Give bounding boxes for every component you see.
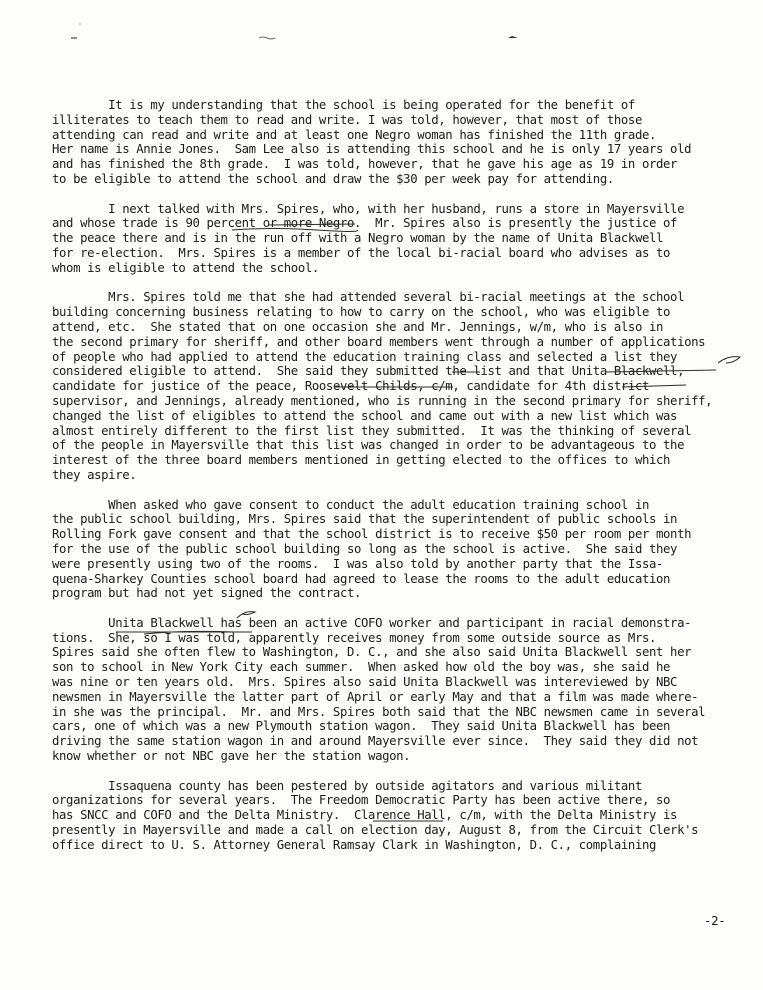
page-number: -2- [704, 914, 726, 928]
paragraph-unita-blackwell [52, 616, 752, 764]
text-line: office direct to U. S. Attorney General Ramsay Clark in Washington, D. C., complaining [52, 837, 657, 852]
text-line: Issaquena county has been pestered by outside agitators and various militant [52, 778, 642, 793]
scan-mark-right [508, 36, 518, 38]
text-line: When asked who gave consent to conduct the adult education training school in [52, 497, 649, 512]
text-line: building concerning business relating to how to carry on the school, who was eligible to [52, 305, 671, 320]
text-line: presently in Mayersville and made a call on election day, August 8, from the Circuit Clerk's [52, 823, 699, 838]
text-line: the public school building, Mrs. Spires said that the superintendent of public schools in [52, 512, 678, 527]
paragraph-consent [52, 498, 752, 602]
text-line: almost entirely different to the first list they submitted. It was the thinking of several [52, 423, 692, 438]
text-line: quena-Sharkey Counties school board had agreed to lease the rooms to the adult education [52, 571, 671, 586]
text-line: newsmen in Mayersville the latter part of April or early May and that a film was made where- [52, 689, 699, 704]
text-line: and whose trade is 90 percent or more Negro. Mr. Spires also is presently the justice of [52, 216, 678, 231]
paragraph-issaquena-county [52, 779, 752, 853]
text-line: Spires said she often flew to Washington, D. C., and she also said Unita Blackwell sent her [52, 645, 692, 660]
scan-mark-center [259, 37, 275, 39]
text-line: has SNCC and COFO and the Delta Ministry. Clarence Hall, c/m, with the Delta Ministry is [52, 808, 678, 823]
text-line: in she was the principal. Mr. and Mrs. Spires both said that the NBC newsmen came in several [52, 704, 706, 719]
paragraph-mrs-spires [52, 202, 752, 276]
text-line: illiterates to teach them to read and write. I was told, however, that most of those [52, 112, 642, 127]
text-line: of the people in Mayersville that this list was changed in order to be advantageous to the [52, 438, 685, 453]
text-line: I next talked with Mrs. Spires, who, with her husband, runs a store in Mayersville [52, 201, 685, 216]
text-line: Rolling Fork gave consent and that the school district is to receive $50 per room per month [52, 527, 692, 542]
text-line: Unita Blackwell has been an active COFO worker and participant in racial demonstra- [52, 615, 692, 630]
text-line: supervisor, and Jennings, already mentioned, who is running in the second primary for sheriff, [52, 393, 713, 408]
text-line: Mrs. Spires told me that she had attended several bi-racial meetings at the school [52, 290, 685, 305]
scan-mark-top [79, 23, 80, 24]
paragraph-bi-racial-meetings [52, 290, 752, 482]
text-line: whom is eligible to attend the school. [52, 260, 319, 275]
text-line: they aspire. [52, 467, 137, 482]
text-line: know whether or not NBC gave her the station wagon. [52, 749, 411, 764]
document-body [52, 98, 752, 867]
text-line: organizations for several years. The Freedom Democratic Party has been active there, so [52, 793, 671, 808]
text-line: changed the list of eligibles to attend the school and came out with a new list which was [52, 408, 678, 423]
text-line: of people who had applied to attend the education training class and selected a list they [52, 349, 678, 364]
text-line: tions. She, so I was told, apparently receives money from some outside source as Mrs. [52, 630, 657, 645]
scan-marks [0, 0, 763, 60]
paragraph-school-purpose [52, 98, 752, 187]
text-line: attend, etc. She stated that on one occasion she and Mr. Jennings, w/m, who is also in [52, 319, 664, 334]
text-line: the peace there and is in the run off with a Negro woman by the name of Unita Blackwell [52, 231, 664, 246]
text-line: and has finished the 8th grade. I was told, however, that he gave his age as 19 in order [52, 157, 678, 172]
text-line: Her name is Annie Jones. Sam Lee also is attending this school and he is only 17 years old [52, 142, 692, 157]
text-line: the second primary for sheriff, and other board members went through a number of applications [52, 334, 706, 349]
text-line: considered eligible to attend. She said they submitted the list and that Unita Blackwell, [52, 364, 685, 379]
text-line: were presently using two of the rooms. I was also told by another party that the Issa- [52, 556, 664, 571]
text-line: for re-election. Mrs. Spires is a member of the local bi-racial board who advises as to [52, 245, 671, 260]
text-line: was nine or ten years old. Mrs. Spires also said Unita Blackwell was intereviewed by NBC [52, 675, 678, 690]
text-line: program but had not yet signed the contract. [52, 586, 362, 601]
text-line: interest of the three board members mentioned in getting elected to the offices to which [52, 453, 671, 468]
text-line: for the use of the public school building so long as the school is active. She said they [52, 541, 678, 556]
text-line: candidate for justice of the peace, Roosevelt Childs, c/m, candidate for 4th district [52, 379, 649, 394]
text-line: cars, one of which was a new Plymouth station wagon. They said Unita Blackwell has been [52, 719, 671, 734]
text-line: attending can read and write and at least one Negro woman has finished the 11th grade. [52, 127, 657, 142]
text-line: son to school in New York City each summer. When asked how old the boy was, she said he [52, 660, 671, 675]
text-line: to be eligible to attend the school and draw the $30 per week pay for attending. [52, 171, 614, 186]
text-line: driving the same station wagon in and around Mayersville ever since. They said they did not [52, 734, 699, 749]
text-line: It is my understanding that the school is being operated for the benefit of [52, 98, 635, 112]
